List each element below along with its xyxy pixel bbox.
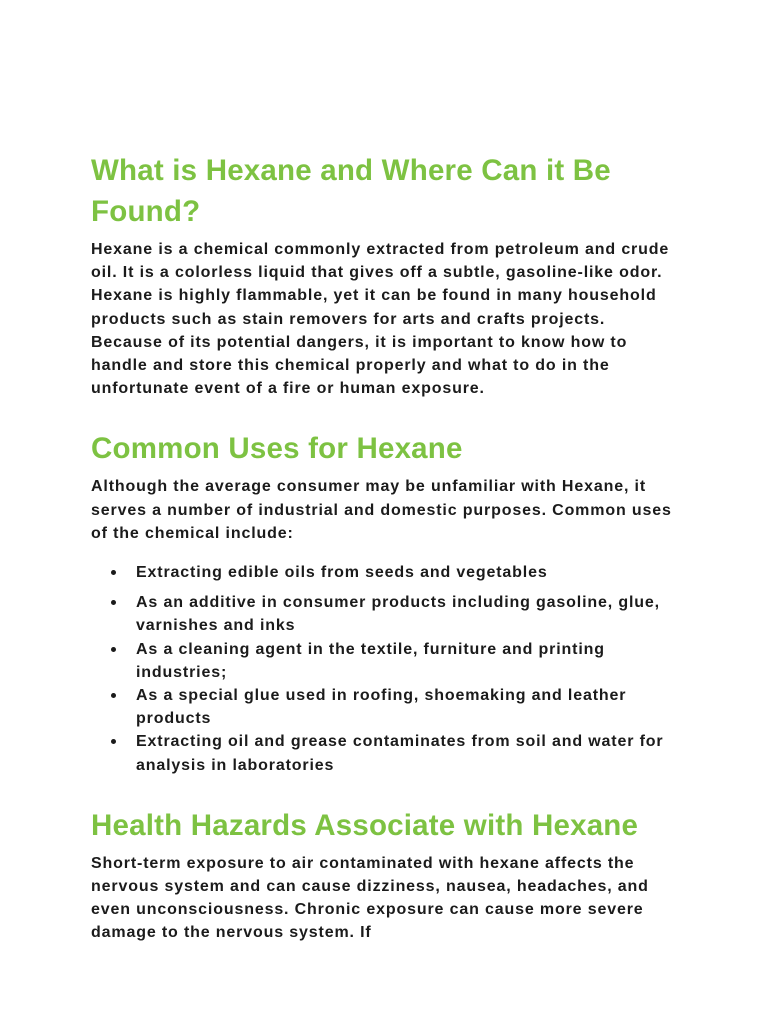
list-item-text: As a cleaning agent in the textile, furniture and printing industries; xyxy=(136,640,605,681)
list-item xyxy=(91,561,681,584)
bullet-icon xyxy=(111,600,116,605)
section-heading: Common Uses for Hexane xyxy=(91,432,463,466)
list-item-text: As a special glue used in roofing, shoemaking and leather products xyxy=(136,687,627,728)
section-health-hazards xyxy=(91,805,681,945)
bullet-icon xyxy=(111,570,116,575)
list-item-text: As an additive in consumer products including gasoline, glue, varnishes and inks xyxy=(136,594,660,635)
bullet-icon xyxy=(111,693,116,698)
list-item xyxy=(91,638,681,684)
section-heading: Health Hazards Associate with Hexane xyxy=(91,808,639,842)
bullet-icon xyxy=(111,739,116,744)
section-common-uses xyxy=(91,428,681,776)
list-item-text: Extracting edible oils from seeds and vegetables xyxy=(136,564,548,582)
section-what-is-hexane xyxy=(91,150,681,400)
list-item-text: Extracting oil and grease contaminates from soil and water for analysis in laboratories xyxy=(136,733,664,774)
list-item xyxy=(91,730,681,776)
document-page xyxy=(91,150,681,945)
section-heading: What is Hexane and Where Can it Be Found? xyxy=(91,154,611,228)
section-paragraph: Short-term exposure to air contaminated with hexane affects the nervous system and can cause dizziness, nausea, headaches, and even unconsciousness. Chronic exposure can cause more severe damage to the nervous system. If xyxy=(91,854,649,942)
uses-list xyxy=(91,561,681,777)
list-item xyxy=(91,684,681,730)
list-item xyxy=(91,591,681,637)
bullet-icon xyxy=(111,647,116,652)
section-paragraph: Hexane is a chemical commonly extracted from petroleum and crude oil. It is a colorless liquid that gives off a subtle, gasoline-like odor. Hexane is highly flammable, yet it can be found in many household products such as stain removers for arts and crafts projects. Because of its potential dangers, it is important to know how to handle and store this chemical properly and what to do in the unfortunate event of a fire or human exposure. xyxy=(91,241,670,398)
section-paragraph: Although the average consumer may be unfamiliar with Hexane, it serves a number of industrial and domestic purposes. Common uses of the chemical include: xyxy=(91,478,672,542)
